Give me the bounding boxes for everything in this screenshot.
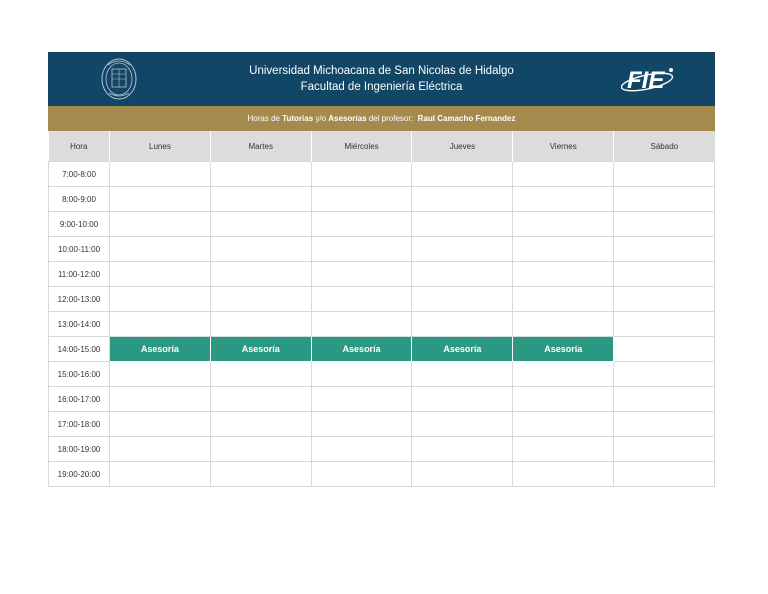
column-header-miercoles: Miércoles <box>311 131 412 162</box>
hour-cell: 13:00-14:00 <box>49 312 110 337</box>
table-row <box>49 187 715 212</box>
schedule-cell <box>110 387 211 412</box>
subheader-suffix: del profesor: <box>366 114 418 123</box>
schedule-cell <box>513 162 614 187</box>
schedule-cell <box>110 362 211 387</box>
column-header-martes: Martes <box>210 131 311 162</box>
university-name: Universidad Michoacana de San Nicolas de Hidalgo <box>249 65 514 77</box>
schedule-cell <box>110 212 211 237</box>
table-row <box>49 462 715 487</box>
schedule-cell <box>311 412 412 437</box>
table-row <box>49 387 715 412</box>
schedule-cell <box>210 187 311 212</box>
column-header-lunes: Lunes <box>110 131 211 162</box>
schedule-cell <box>311 287 412 312</box>
table-row <box>49 362 715 387</box>
schedule-cell <box>311 362 412 387</box>
schedule-cell <box>311 187 412 212</box>
schedule-cell <box>210 412 311 437</box>
schedule-body <box>49 162 715 487</box>
schedule-cell <box>412 262 513 287</box>
subheader-prefix: Horas de <box>247 114 283 123</box>
subheader-mid: y/o <box>313 114 329 123</box>
schedule-cell <box>311 237 412 262</box>
column-header-hora: Hora <box>49 131 110 162</box>
hour-cell: 14:00-15:00 <box>49 337 110 362</box>
schedule-cell <box>210 462 311 487</box>
schedule-cell <box>513 237 614 262</box>
schedule-cell <box>513 212 614 237</box>
header-banner <box>48 52 715 106</box>
hour-cell: 16:00-17:00 <box>49 387 110 412</box>
schedule-cell <box>614 362 715 387</box>
schedule-cell <box>614 312 715 337</box>
schedule-cell <box>614 387 715 412</box>
schedule-cell <box>210 387 311 412</box>
schedule-cell <box>513 187 614 212</box>
schedule-cell <box>412 387 513 412</box>
schedule-cell <box>614 337 715 362</box>
schedule-cell <box>412 212 513 237</box>
schedule-header-row <box>49 131 715 162</box>
asesoria-slot: Asesoría <box>513 337 614 362</box>
schedule-cell <box>513 312 614 337</box>
hour-cell: 7:00-8:00 <box>49 162 110 187</box>
hour-cell: 15:00-16:00 <box>49 362 110 387</box>
schedule-cell <box>614 212 715 237</box>
hour-cell: 12:00-13:00 <box>49 287 110 312</box>
asesorias-label: Asesorías <box>328 114 367 123</box>
schedule-cell <box>614 437 715 462</box>
hour-cell: 10:00-11:00 <box>49 237 110 262</box>
schedule-cell <box>110 412 211 437</box>
schedule-cell <box>412 187 513 212</box>
schedule-cell <box>110 437 211 462</box>
hour-cell: 18:00-19:00 <box>49 437 110 462</box>
schedule-cell <box>412 237 513 262</box>
schedule-cell <box>210 237 311 262</box>
schedule-cell <box>614 462 715 487</box>
schedule-cell <box>110 462 211 487</box>
schedule-cell <box>311 162 412 187</box>
schedule-cell <box>513 262 614 287</box>
schedule-cell <box>311 212 412 237</box>
schedule-cell <box>311 262 412 287</box>
logo-text: FIE <box>627 67 665 94</box>
asesoria-slot: Asesoría <box>110 337 211 362</box>
table-row <box>49 212 715 237</box>
schedule-cell <box>210 262 311 287</box>
hour-cell: 8:00-9:00 <box>49 187 110 212</box>
schedule-cell <box>311 437 412 462</box>
schedule-cell <box>513 462 614 487</box>
column-header-jueves: Jueves <box>412 131 513 162</box>
schedule-cell <box>412 162 513 187</box>
schedule-cell <box>210 362 311 387</box>
fie-logo <box>619 58 677 98</box>
schedule-table <box>48 131 715 487</box>
faculty-name: Facultad de Ingeniería Eléctrica <box>300 81 463 93</box>
hour-cell: 11:00-12:00 <box>49 262 110 287</box>
asesoria-slot: Asesoría <box>210 337 311 362</box>
hour-cell: 17:00-18:00 <box>49 412 110 437</box>
schedule-cell <box>110 262 211 287</box>
hour-cell: 9:00-10:00 <box>49 212 110 237</box>
schedule-cell <box>614 287 715 312</box>
schedule-cell <box>110 237 211 262</box>
table-row <box>49 287 715 312</box>
table-row <box>49 262 715 287</box>
schedule-cell <box>412 412 513 437</box>
schedule-cell <box>412 437 513 462</box>
schedule-cell <box>210 312 311 337</box>
schedule-cell <box>614 262 715 287</box>
schedule-cell <box>311 462 412 487</box>
schedule-cell <box>513 287 614 312</box>
schedule-cell <box>412 287 513 312</box>
professor-name: Raul Camacho Fernandez <box>417 114 516 123</box>
schedule-cell <box>210 212 311 237</box>
schedule-cell <box>513 437 614 462</box>
table-row <box>49 412 715 437</box>
professor-bar <box>48 106 715 131</box>
table-row <box>49 162 715 187</box>
asesoria-slot: Asesoría <box>412 337 513 362</box>
schedule-cell <box>614 162 715 187</box>
table-row <box>49 312 715 337</box>
schedule-cell <box>614 412 715 437</box>
schedule-cell <box>412 312 513 337</box>
schedule-cell <box>412 462 513 487</box>
schedule-cell <box>110 287 211 312</box>
table-row <box>49 337 715 362</box>
schedule-cell <box>412 362 513 387</box>
schedule-cell <box>110 187 211 212</box>
schedule-cell <box>614 187 715 212</box>
schedule-cell <box>311 312 412 337</box>
schedule-sheet <box>48 52 715 487</box>
column-header-viernes: Viernes <box>513 131 614 162</box>
schedule-cell <box>210 162 311 187</box>
schedule-cell <box>513 387 614 412</box>
schedule-cell <box>311 387 412 412</box>
schedule-cell <box>110 162 211 187</box>
schedule-cell <box>614 237 715 262</box>
hour-cell: 19:00-20:00 <box>49 462 110 487</box>
column-header-sabado: Sábado <box>614 131 715 162</box>
schedule-cell <box>210 287 311 312</box>
schedule-cell <box>210 437 311 462</box>
schedule-cell <box>513 362 614 387</box>
tutorias-label: Tutorias <box>282 114 314 123</box>
table-row <box>49 237 715 262</box>
table-row <box>49 437 715 462</box>
asesoria-slot: Asesoría <box>311 337 412 362</box>
schedule-cell <box>110 312 211 337</box>
schedule-cell <box>513 412 614 437</box>
